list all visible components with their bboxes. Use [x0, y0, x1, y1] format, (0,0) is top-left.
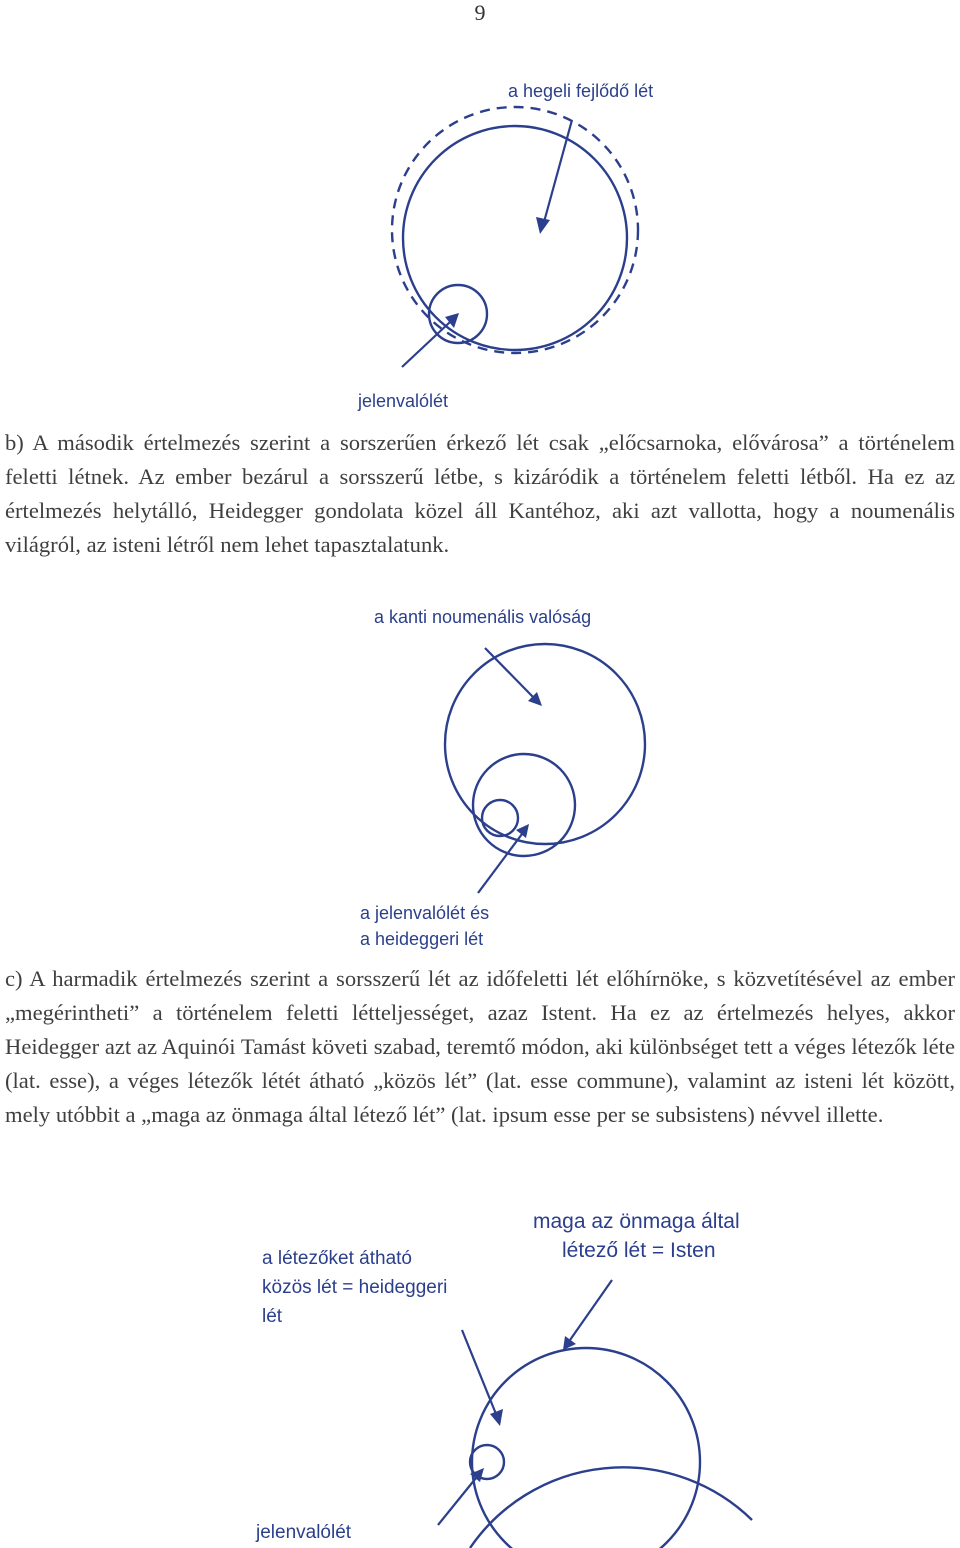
figure1-outer-circle — [403, 126, 627, 350]
figure3-label-common-line1: a létezőket átható — [262, 1248, 412, 1269]
figure3-arrow-isten — [570, 1280, 612, 1340]
figure3-label-jelenvalolet: jelenvalólét — [256, 1522, 352, 1543]
figure3-label-common-line3: lét — [262, 1306, 283, 1327]
figure3-label-isten-line1: maga az önmaga által — [533, 1210, 740, 1233]
paragraph-b: b) A második értelmezés szerint a sorszerűen érkező lét csak „előcsarnoka, elővárosa” a történelem feletti létnek. Az ember bezárul a sorsszerű létbe, s kizáródik a történelem feletti létből. Ha ez az értelmezés helytálló, Heidegger gondolata közel áll Kantéhoz, aki azt vallotta, hogy a noumenális világról, az isteni létről nem lehet tapasztalatunk. — [5, 430, 955, 557]
figure2-inner-circle — [482, 800, 518, 836]
figure3-arrow-jelenvalolet — [438, 1478, 476, 1525]
figure3-big-arc — [470, 1467, 752, 1548]
figure3-middle-circle — [472, 1348, 700, 1548]
figure3-diagram — [0, 1270, 960, 1548]
figure3-arrowhead-common — [490, 1409, 503, 1426]
figure1-diagram — [0, 100, 960, 400]
figure3-label-common-line2: közös lét = heideggeri — [262, 1277, 448, 1298]
figure1-arrowhead-top — [536, 217, 550, 234]
figure1-label-hegel: a hegeli fejlődő lét — [508, 81, 654, 101]
figure2-arrow-top — [485, 648, 533, 697]
figure1-label-jelenvalolet: jelenvalólét — [358, 391, 449, 411]
figure2-label-line1: a jelenvalólét és — [360, 903, 490, 923]
paragraph-c: c) A harmadik értelmezés szerint a sorsszerű lét az időfeletti lét előhírnöke, s közvetítésével az ember „megérintheti” a történelem feletti létteljességet, azaz Istent. Ha ez az értelmezés helyes, akkor Heidegger azt az Aquinói Tamást követi szabad, teremtő módon, aki különbséget tett a véges létezők léte (lat. esse), a véges létezők létét átható „közös lét” (lat. esse commune), valamint az isteni lét között, mely utóbbit a „maga az önmaga által létező lét” (lat. ipsum esse per se subsistens) névvel illette. — [5, 966, 955, 1127]
figure2-label-kant: a kanti noumenális valóság — [374, 607, 592, 627]
figure2-arrowhead-bottom — [516, 824, 529, 838]
figure2-arrow-bottom — [478, 834, 522, 893]
figure1-arrow-bottom — [402, 322, 450, 367]
figure2-label-line2: a heideggeri lét — [360, 929, 484, 949]
page-number: 9 — [474, 0, 486, 25]
figure2-diagram — [0, 630, 960, 910]
figure3-arrow-common — [462, 1330, 496, 1414]
figure3-label-isten-line2: létező lét = Isten — [562, 1239, 716, 1262]
